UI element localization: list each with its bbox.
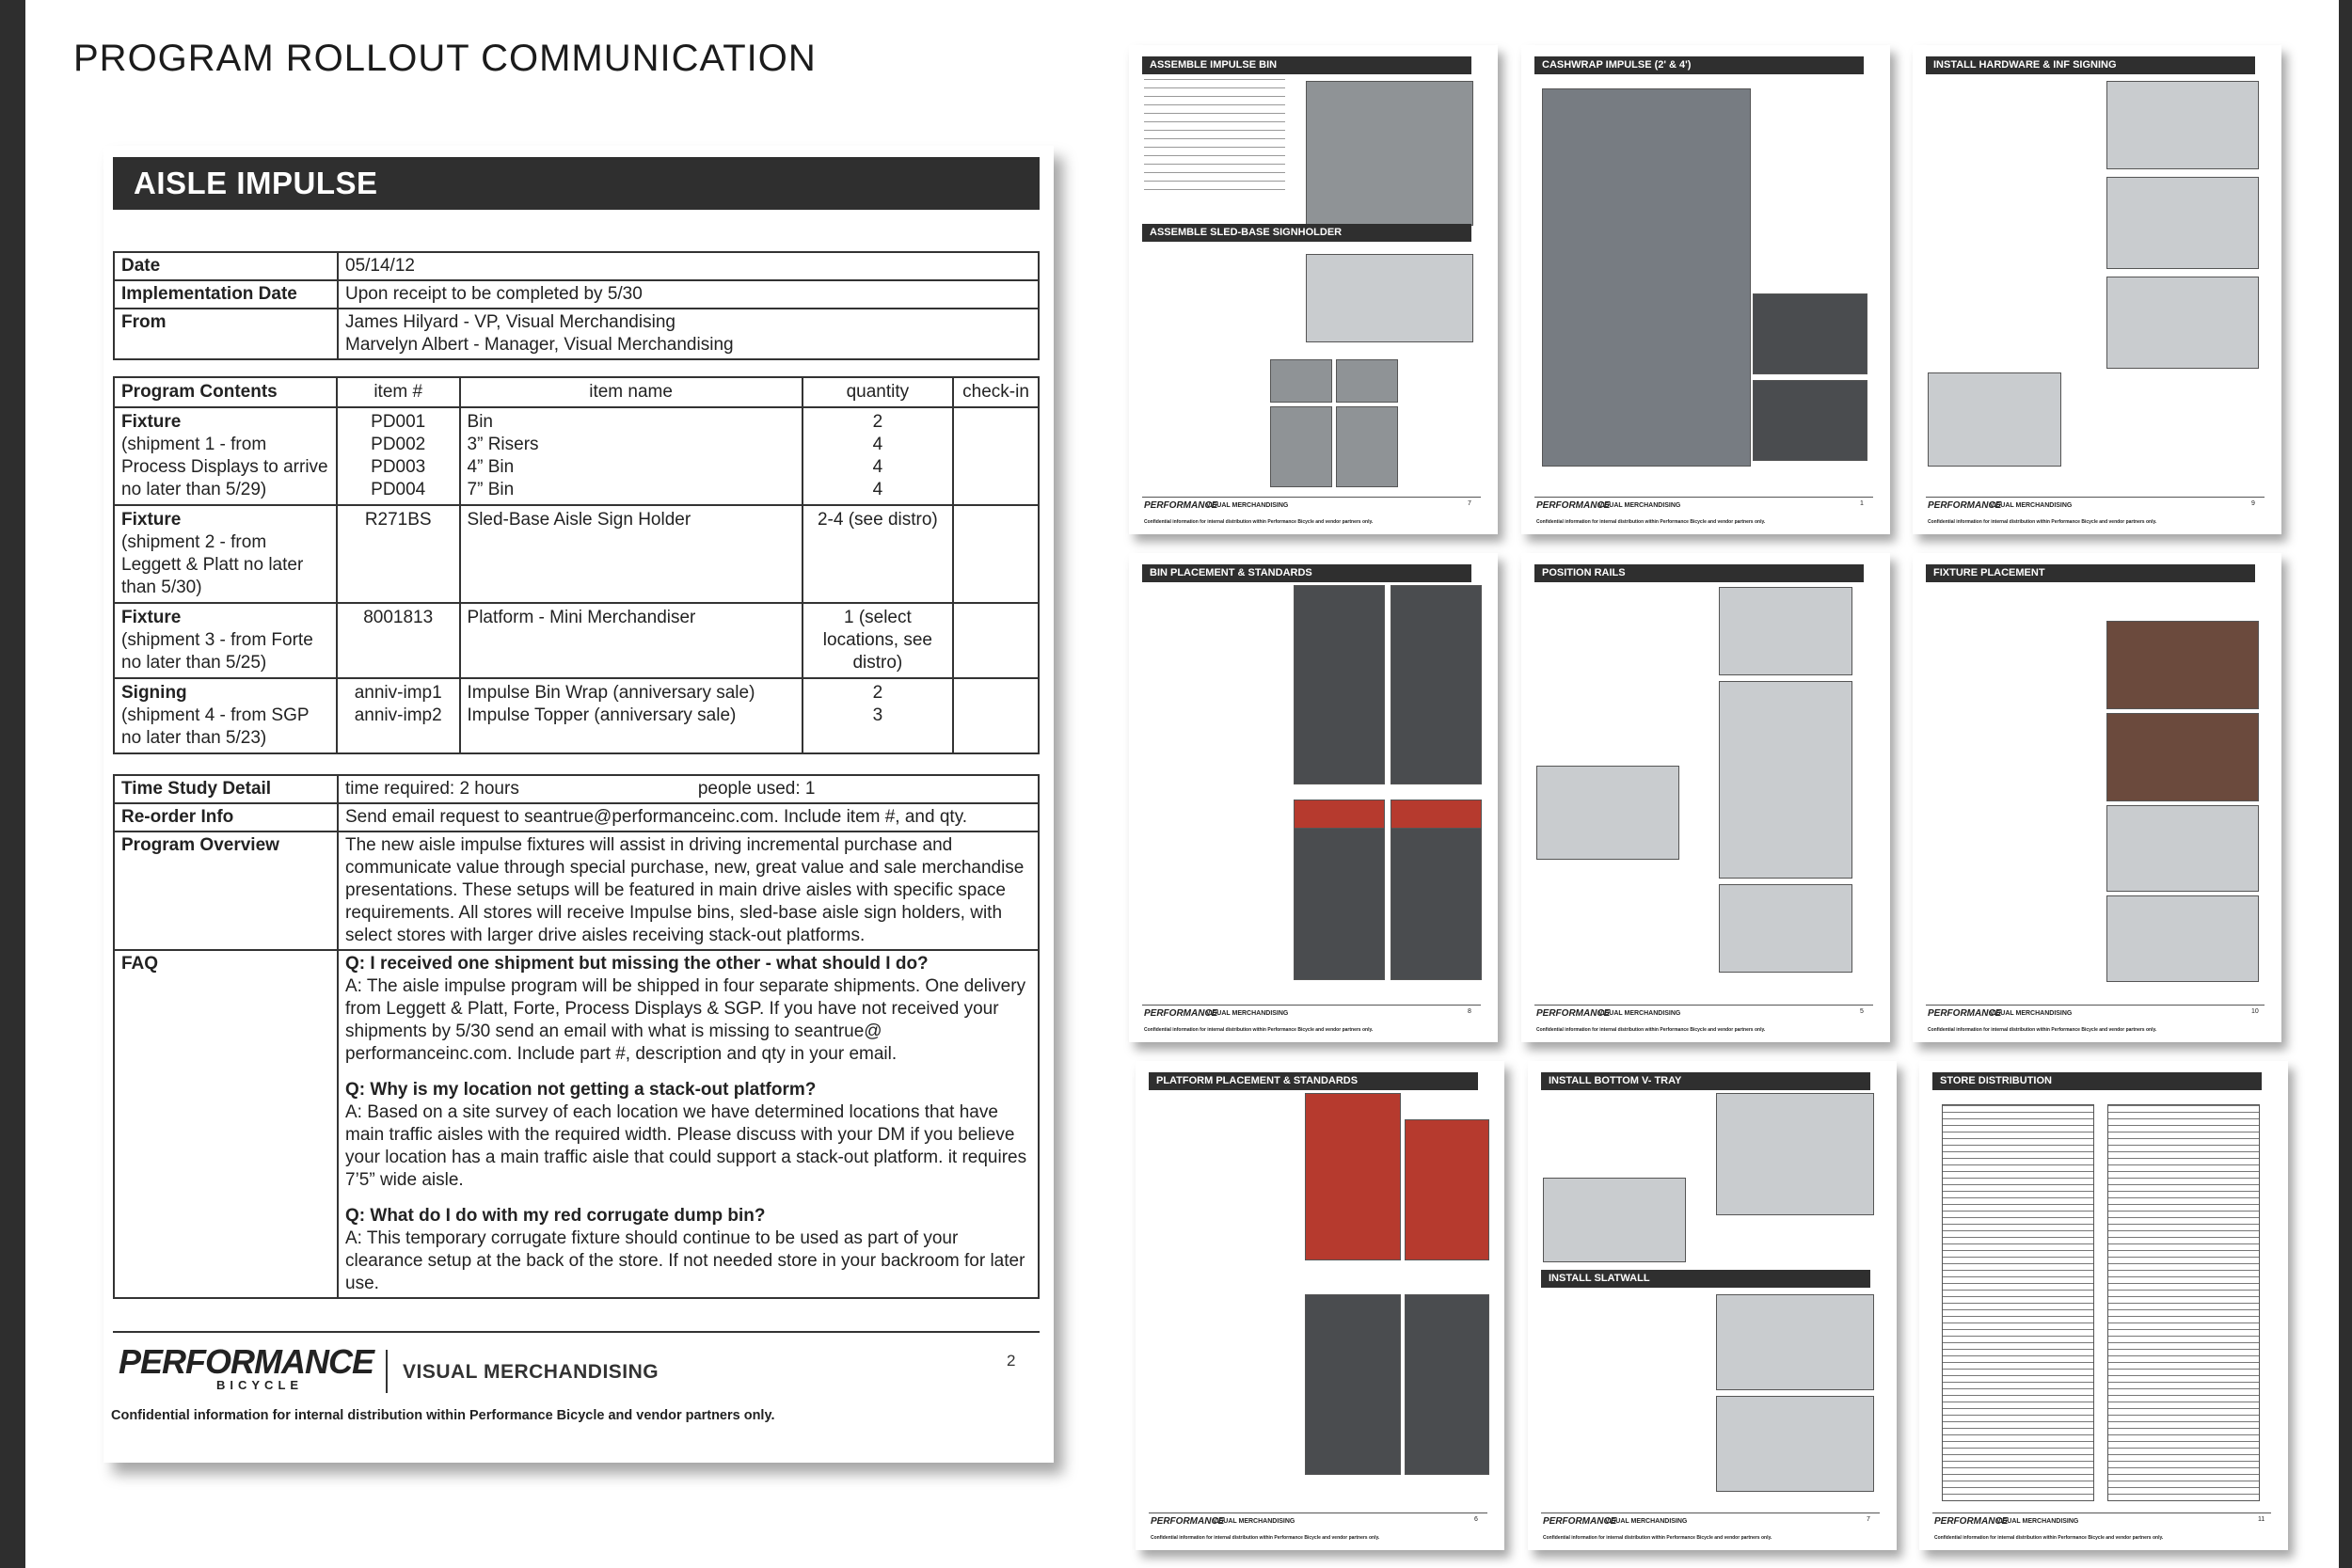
table-row (114, 950, 1039, 1298)
thumbnail-footer-rule (1926, 1005, 2265, 1006)
thumbnail-page-number: 7 (1867, 1516, 1870, 1523)
thumbnail-confidential: Confidential information for internal distribution within Performance Bicycle and vendor partners only. (1144, 519, 1374, 525)
faq-question: Q: What do I do with my red corrugate dump bin? (345, 1206, 766, 1226)
thumbnail-logo: PERFORMANCE (1934, 1516, 2009, 1527)
quantities: 2 4 4 4 (803, 407, 953, 505)
thumbnail-image (1294, 585, 1385, 784)
section-label: VISUAL MERCHANDISING (403, 1361, 660, 1383)
thumbnail-section: VISUAL MERCHANDISING (1598, 1010, 1681, 1017)
column-header: item # (337, 377, 460, 407)
page-title: PROGRAM ROLLOUT COMMUNICATION (73, 38, 817, 79)
row-label: Fixture (121, 412, 182, 432)
thumbnail-title: INSTALL HARDWARE & INF SIGNING (1926, 56, 2255, 74)
thumbnail-page (1129, 553, 1498, 1042)
table-row (114, 832, 1039, 950)
thumbnail-section: VISUAL MERCHANDISING (1605, 1518, 1688, 1525)
thumbnail-footer-rule (1926, 497, 2265, 498)
thumbnail-confidential: Confidential information for internal distribution within Performance Bicycle and vendor partners only. (1144, 1027, 1374, 1033)
quantities: 2 3 (803, 678, 953, 753)
thumbnail-section: VISUAL MERCHANDISING (1206, 502, 1289, 509)
thumbnail-image (1306, 81, 1473, 226)
thumbnail-page-number: 6 (1474, 1516, 1478, 1523)
row-label: Fixture (121, 510, 182, 530)
logo-subtitle: BICYCLE (216, 1378, 304, 1392)
distribution-table-right (2107, 1104, 2260, 1501)
info-table (113, 251, 1040, 360)
thumbnail-image (1542, 88, 1751, 467)
thumbnail-logo: PERFORMANCE (1144, 1008, 1218, 1019)
thumbnail-image (1270, 406, 1332, 487)
performance-logo: PERFORMANCE (119, 1342, 374, 1381)
thumbnail-section: VISUAL MERCHANDISING (1213, 1518, 1295, 1525)
thumbnail-image (1405, 1294, 1489, 1475)
thumbnail-section: VISUAL MERCHANDISING (1990, 502, 2073, 509)
thumbnail-page-number: 8 (1468, 1008, 1471, 1015)
left-edge-strip (0, 0, 25, 1568)
thumbnail-footer-rule (1142, 1005, 1481, 1006)
faq-answer: A: Based on a site survey of each location we have determined locations that have main traffic aisles with the required width. Please discuss with your DM if you believe your location has a main traffic aisle that could support a stack-out platform. it requires 7’5” wide aisle. (345, 1102, 1027, 1190)
thumbnail-image (1543, 1178, 1686, 1262)
thumbnail-page (1136, 1061, 1504, 1550)
table-header-row (114, 377, 1039, 407)
reorder-value: Send email request to seantrue@performanceinc.com. Include item #, and qty. (338, 803, 1039, 832)
thumbnail-section: VISUAL MERCHANDISING (1206, 1010, 1289, 1017)
thumbnail-image (1405, 1119, 1489, 1260)
table-row (114, 280, 1039, 309)
thumbnail-confidential: Confidential information for internal distribution within Performance Bicycle and vendor partners only. (1928, 519, 2157, 525)
right-edge-strip (2339, 0, 2352, 1568)
table-row (114, 775, 1039, 803)
thumbnail-logo: PERFORMANCE (1144, 500, 1218, 511)
thumbnail-title: INSTALL BOTTOM V- TRAY (1541, 1072, 1870, 1090)
thumbnail-logo: PERFORMANCE (1928, 500, 2002, 511)
thumbnail-section: VISUAL MERCHANDISING (1996, 1518, 2079, 1525)
thumbnail-image (1719, 884, 1852, 973)
thumbnail-logo: PERFORMANCE (1543, 1516, 1617, 1527)
thumbnail-footer-rule (1534, 497, 1873, 498)
implementation-date-label: Implementation Date (114, 280, 338, 309)
thumbnail-image (1391, 828, 1482, 980)
thumbnail-image (2106, 805, 2259, 892)
table-row (114, 407, 1039, 505)
thumbnail-page (1129, 45, 1498, 534)
implementation-date-value: Upon receipt to be completed by 5/30 (338, 280, 1039, 309)
from-value (338, 309, 1039, 359)
column-header: item name (460, 377, 803, 407)
thumbnail-image (1753, 380, 1867, 461)
thumbnail-title: POSITION RAILS (1534, 564, 1864, 582)
quantities: 1 (select locations, see distro) (803, 603, 953, 678)
date-value: 05/14/12 (338, 252, 1039, 280)
thumbnail-page (1528, 1061, 1897, 1550)
main-document-page (103, 146, 1054, 1463)
thumbnail-page-number: 11 (2258, 1516, 2265, 1523)
page-number: 2 (1007, 1352, 1016, 1370)
column-header: Program Contents (114, 377, 337, 407)
confidential-notice: Confidential information for internal distribution within Performance Bicycle and vendor partners only. (111, 1408, 775, 1423)
column-header: quantity (803, 377, 953, 407)
thumbnail-confidential: Confidential information for internal distribution within Performance Bicycle and vendor partners only. (1934, 1535, 2164, 1541)
contents-label-cell (114, 505, 337, 603)
thumbnail-image (1716, 1093, 1874, 1215)
document-header: AISLE IMPULSE (113, 157, 1040, 210)
thumbnail-confidential: Confidential information for internal distribution within Performance Bicycle and vendor partners only. (1151, 1535, 1380, 1541)
contents-label-cell (114, 678, 337, 753)
thumbnail-page (1521, 45, 1890, 534)
time-study-value (338, 775, 1039, 803)
thumbnail-image (1294, 828, 1385, 980)
check-in-cell (953, 407, 1039, 505)
thumbnail-section: VISUAL MERCHANDISING (1990, 1010, 2073, 1017)
thumbnail-page-number: 1 (1860, 500, 1864, 507)
thumbnail-logo: PERFORMANCE (1928, 1008, 2002, 1019)
thumbnail-page-number: 10 (2251, 1008, 2259, 1015)
thumbnail-image (1753, 293, 1867, 374)
thumbnail-text (1144, 79, 1285, 192)
thumbnail-image (1305, 1093, 1401, 1260)
thumbnail-title: ASSEMBLE IMPULSE BIN (1142, 56, 1471, 74)
item-numbers: PD001 PD002 PD003 PD004 (337, 407, 460, 505)
faq-answer: A: This temporary corrugate fixture should continue to be used as part of your clearance setup at the back of the store. If not needed store in your backroom for later use. (345, 1228, 1025, 1293)
thumbnail-title: ASSEMBLE SLED-BASE SIGNHOLDER (1142, 224, 1471, 242)
table-row (114, 678, 1039, 753)
thumbnail-page-number: 7 (1468, 500, 1471, 507)
faq-question: Q: Why is my location not getting a stack-out platform? (345, 1080, 817, 1100)
thumbnail-title: BIN PLACEMENT & STANDARDS (1142, 564, 1471, 582)
thumbnail-page (1919, 1061, 2288, 1550)
overview-value: The new aisle impulse fixtures will assist in driving incremental purchase and communicate value through special purchase, new, great value and sale merchandise presentations. These setups will be featured in main drive aisles with specific space requirements. All stores will receive Impulse bins, sled-base aisle sign holders, with select stores with larger drive aisles receiving stack-out platforms. (338, 832, 1039, 950)
row-desc: (shipment 2 - from Leggett & Platt no later than 5/30) (121, 532, 304, 597)
row-label: Fixture (121, 608, 182, 627)
thumbnail-image (2106, 177, 2259, 269)
thumbnail-title: CASHWRAP IMPULSE (2' & 4') (1534, 56, 1864, 74)
faq-answer: A: The aisle impulse program will be shipped in four separate shipments. One delivery from Leggett & Platt, Forte, Process Displays & SGP. If you have not received your shipments by 5/30 send an email with what is missing to seantrue@ performanceinc.com. Include part #, description and qty in your email. (345, 976, 1026, 1064)
thumbnail-image (1719, 681, 1852, 879)
thumbnail-logo: PERFORMANCE (1536, 500, 1611, 511)
thumbnail-confidential: Confidential information for internal distribution within Performance Bicycle and vendor partners only. (1536, 519, 1766, 525)
faq-label: FAQ (114, 950, 338, 1298)
thumbnail-image (2106, 277, 2259, 369)
faq-item (345, 1079, 1031, 1192)
thumbnail-confidential: Confidential information for internal distribution within Performance Bicycle and vendor partners only. (1536, 1027, 1766, 1033)
thumbnail-confidential: Confidential information for internal distribution within Performance Bicycle and vendor partners only. (1543, 1535, 1772, 1541)
thumbnail-title: FIXTURE PLACEMENT (1926, 564, 2255, 582)
faq-item (345, 1205, 1031, 1295)
thumbnail-image (1336, 359, 1398, 403)
item-names: Bin 3” Risers 4” Bin 7” Bin (460, 407, 803, 505)
time-study-label: Time Study Detail (114, 775, 338, 803)
thumbnail-image (1306, 254, 1473, 342)
reorder-label: Re-order Info (114, 803, 338, 832)
item-names: Impulse Bin Wrap (anniversary sale) Impulse Topper (anniversary sale) (460, 678, 803, 753)
thumbnail-image (1391, 585, 1482, 784)
thumbnail-image (1716, 1294, 1874, 1390)
thumbnail-logo: PERFORMANCE (1536, 1008, 1611, 1019)
item-numbers: R271BS (337, 505, 460, 603)
from-line: Marvelyn Albert - Manager, Visual Merchandising (345, 335, 734, 355)
column-header: check-in (953, 377, 1039, 407)
check-in-cell (953, 505, 1039, 603)
faq-question: Q: I received one shipment but missing the other - what should I do? (345, 954, 929, 974)
from-line: James Hilyard - VP, Visual Merchandising (345, 312, 675, 332)
table-row (114, 252, 1039, 280)
thumbnail-page-number: 9 (2251, 500, 2255, 507)
thumbnail-title: INSTALL SLATWALL (1541, 1270, 1870, 1288)
row-desc: (shipment 1 - from Process Displays to arrive no later than 5/29) (121, 435, 328, 499)
footer-divider (113, 1331, 1040, 1333)
thumbnail-image (1928, 372, 2061, 467)
thumbnail-image (1270, 359, 1332, 403)
thumbnail-page (1521, 553, 1890, 1042)
thumbnail-title: STORE DISTRIBUTION (1932, 1072, 2262, 1090)
thumbnail-confidential: Confidential information for internal distribution within Performance Bicycle and vendor partners only. (1928, 1027, 2157, 1033)
thumbnail-image (1305, 1294, 1401, 1475)
thumbnail-image (2106, 713, 2259, 801)
thumbnail-section: VISUAL MERCHANDISING (1598, 502, 1681, 509)
row-desc: (shipment 3 - from Forte no later than 5/25) (121, 630, 313, 673)
time-required: time required: 2 hours (345, 779, 519, 799)
item-names: Platform - Mini Merchandiser (460, 603, 803, 678)
thumbnail-page (1913, 553, 2281, 1042)
thumbnail-image (1391, 800, 1482, 830)
contents-label-cell (114, 407, 337, 505)
thumbnail-logo: PERFORMANCE (1151, 1516, 1225, 1527)
program-contents-table (113, 376, 1040, 754)
overview-label: Program Overview (114, 832, 338, 950)
thumbnail-image (2106, 81, 2259, 169)
faq-value (338, 950, 1039, 1298)
details-table (113, 774, 1040, 1299)
thumbnail-footer-rule (1142, 497, 1481, 498)
distribution-table-left (1942, 1104, 2094, 1501)
item-names: Sled-Base Aisle Sign Holder (460, 505, 803, 603)
item-numbers: 8001813 (337, 603, 460, 678)
people-used: people used: 1 (697, 779, 816, 799)
table-row (114, 505, 1039, 603)
check-in-cell (953, 678, 1039, 753)
thumbnail-title: PLATFORM PLACEMENT & STANDARDS (1149, 1072, 1478, 1090)
quantities: 2-4 (see distro) (803, 505, 953, 603)
thumbnail-image (1719, 587, 1852, 675)
thumbnail-image (2106, 621, 2259, 709)
thumbnail-image (2106, 895, 2259, 982)
thumbnail-footer-rule (1534, 1005, 1873, 1006)
thumbnail-image (1716, 1396, 1874, 1492)
from-label: From (114, 309, 338, 359)
row-desc: (shipment 4 - from SGP no later than 5/23) (121, 705, 310, 748)
thumbnail-image (1336, 406, 1398, 487)
check-in-cell (953, 603, 1039, 678)
thumbnail-page-number: 5 (1860, 1008, 1864, 1015)
date-label: Date (114, 252, 338, 280)
table-row (114, 603, 1039, 678)
contents-label-cell (114, 603, 337, 678)
thumbnail-page (1913, 45, 2281, 534)
table-row (114, 803, 1039, 832)
thumbnail-image (1536, 766, 1679, 860)
row-label: Signing (121, 683, 187, 703)
table-row (114, 309, 1039, 359)
thumbnail-image (1294, 800, 1385, 830)
faq-item (345, 953, 1031, 1066)
footer-separator (386, 1350, 388, 1393)
item-numbers: anniv-imp1 anniv-imp2 (337, 678, 460, 753)
